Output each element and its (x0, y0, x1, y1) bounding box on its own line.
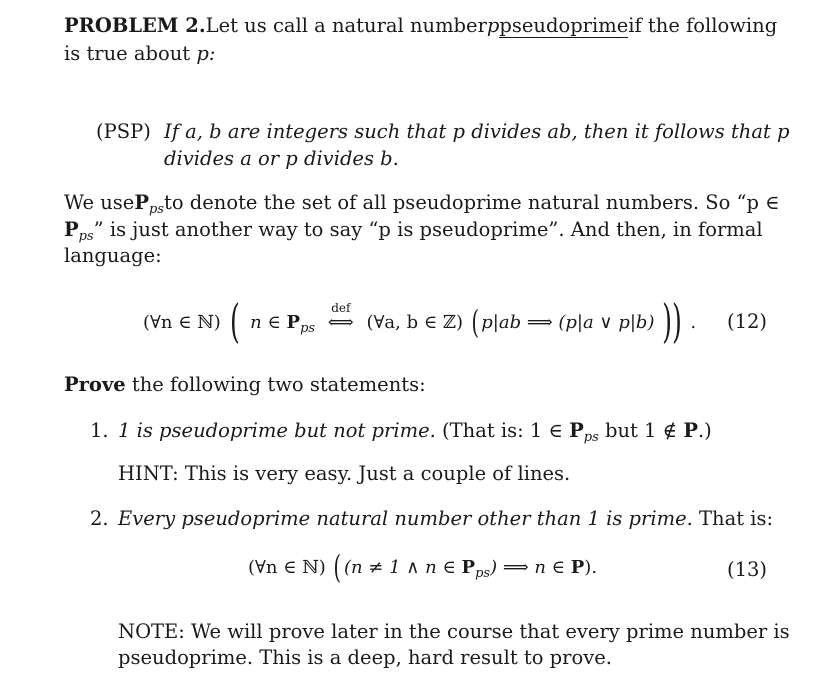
eq13-p-bold: P (461, 557, 476, 578)
item2-text (118, 509, 773, 529)
notation-text-2: to denote the set of all pseudoprime natural numbers. So “p ∈ (163, 191, 780, 214)
problem-intro-line-2 (64, 44, 215, 64)
eq13-forall: (∀n ∈ ℕ) (248, 557, 326, 578)
prove-bold: Prove (64, 373, 126, 396)
item1-rest-b: but 1 ∉ (604, 419, 678, 442)
eq12-divides: p|ab ⟹ (p|a ∨ p|b) (481, 312, 655, 333)
eq12-paren-2: ( (471, 303, 479, 341)
item1-p-bold-2: P (683, 419, 698, 442)
p-bold: P (134, 191, 149, 214)
iff-arrow: ⟺ (327, 312, 354, 333)
eq12-p-bold: P (286, 312, 301, 333)
notation-text: We use (64, 191, 135, 214)
item1-italic: 1 is pseudoprime but not prime. (118, 419, 436, 442)
note-line-1: NOTE: We will prove later in the course that every prime number is (118, 620, 790, 643)
prove-line (64, 375, 426, 395)
prove-text: the following two statements: (131, 373, 426, 396)
intro-text-end: if the following (628, 14, 778, 37)
intro-line2-var: p: (196, 42, 216, 65)
eq13-b: ) ⟹ n ∈ (490, 557, 566, 578)
eq13-ps-sub: ps (475, 566, 491, 581)
eq12-tag: (12) (727, 310, 768, 333)
equation-12 (143, 294, 697, 348)
item1-p-bold: P (569, 419, 584, 442)
psp-line-2: divides a or p divides b. (164, 147, 399, 170)
item1-ps-sub: ps (583, 430, 599, 445)
pseudoprime-term: pseudoprime (499, 14, 629, 37)
eq12-close-paren: )) (662, 294, 683, 348)
eq13-paren: ( (333, 548, 342, 586)
problem-intro-line-1 (64, 14, 778, 38)
psp-line-1: If a, b are integers such that p divides ab, then it follows that p (164, 120, 790, 143)
item1-rest-a: (That is: 1 ∈ (442, 419, 563, 442)
item1-text (118, 421, 712, 444)
p-bold-2: P (64, 218, 79, 241)
item2-rest: That is: (699, 507, 774, 530)
note-line-2: pseudoprime. This is a deep, hard result to prove. (118, 646, 612, 669)
eq13-c: ). (584, 557, 598, 578)
notation-line-2 (64, 220, 764, 243)
notation-line-1 (64, 191, 780, 217)
eq12-n-in: n ∈ (250, 312, 281, 333)
intro-var: p (486, 14, 500, 37)
eq13-p-bold-2: P (570, 557, 585, 578)
intro-text: Let us call a natural number (205, 14, 487, 37)
notation-text-3: ” is just another way to say “p is pseudoprime”. And then, in formal (93, 218, 763, 241)
equation-13 (248, 548, 598, 586)
eq13-tag: (13) (727, 558, 768, 581)
eq12-ps-sub: ps (300, 321, 316, 336)
item1-hint: HINT: This is very easy. Just a couple of lines. (118, 462, 571, 485)
ps-sub-2: ps (78, 229, 94, 244)
eq13-a: (n ≠ 1 ∧ n ∈ (343, 557, 456, 578)
eq12-paren: ( (230, 294, 241, 348)
ps-sub: ps (148, 202, 164, 217)
item1-rest-c: .) (697, 419, 712, 442)
def-label: def (331, 301, 351, 315)
intro-line2-text: is true about (64, 42, 191, 65)
eq12-dot: . (690, 312, 697, 333)
problem-heading: PROBLEM 2. (64, 14, 206, 37)
item2-number: 2. (90, 507, 109, 530)
item2-italic: Every pseudoprime natural number other than 1 is prime. (118, 507, 693, 530)
eq12-forall-ab: (∀a, b ∈ ℤ) (366, 312, 464, 333)
def-iff-arrow (321, 301, 361, 333)
psp-label: (PSP) (96, 120, 151, 143)
notation-line-3: language: (64, 244, 162, 267)
item1-number: 1. (90, 419, 109, 442)
eq12-forall: (∀n ∈ ℕ) (143, 312, 221, 333)
